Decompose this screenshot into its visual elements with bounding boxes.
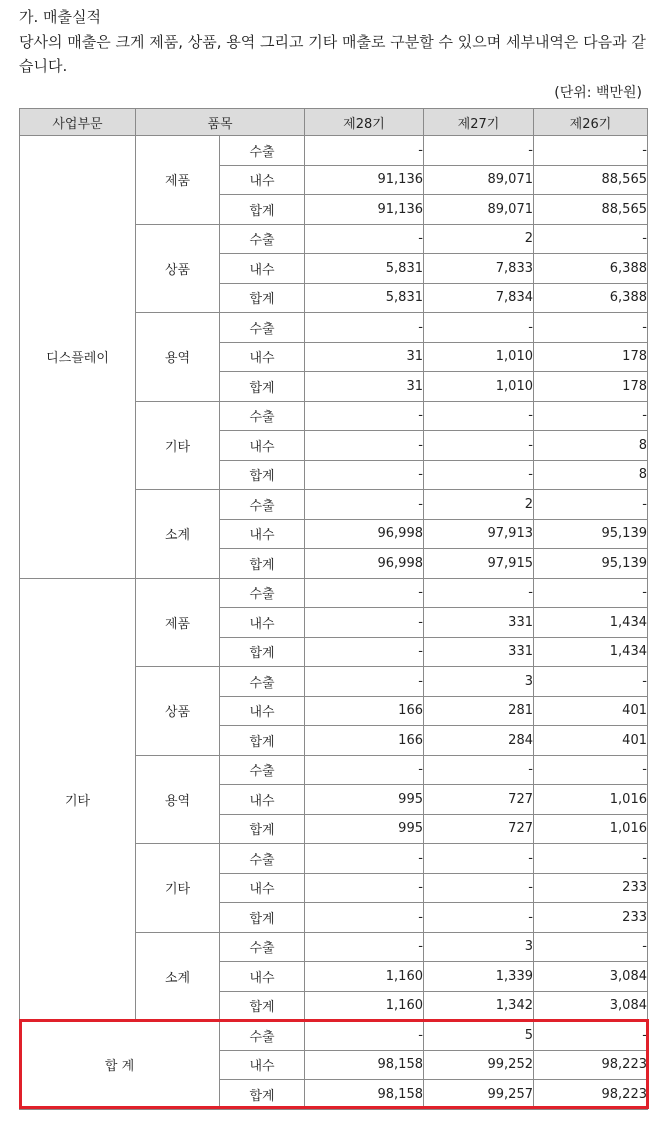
category-cell: 내수 bbox=[220, 785, 305, 815]
value-cell: 5 bbox=[424, 1021, 534, 1051]
value-cell: - bbox=[305, 873, 424, 903]
value-cell: 31 bbox=[305, 372, 424, 402]
value-cell: 1,010 bbox=[424, 342, 534, 372]
item-cell: 소계 bbox=[136, 490, 220, 579]
value-cell: 88,565 bbox=[534, 195, 648, 225]
category-cell: 수출 bbox=[220, 667, 305, 697]
category-cell: 내수 bbox=[220, 519, 305, 549]
category-cell: 내수 bbox=[220, 696, 305, 726]
value-cell: - bbox=[305, 136, 424, 166]
value-cell: 5,831 bbox=[305, 283, 424, 313]
segment-cell: 기타 bbox=[20, 578, 136, 1021]
category-cell: 내수 bbox=[220, 254, 305, 284]
value-cell: 8 bbox=[534, 460, 648, 490]
header-segment: 사업부문 bbox=[20, 109, 136, 136]
value-cell: - bbox=[534, 755, 648, 785]
value-cell: 1,339 bbox=[424, 962, 534, 992]
value-cell: - bbox=[305, 755, 424, 785]
category-cell: 합계 bbox=[220, 460, 305, 490]
table-row bbox=[20, 1021, 648, 1051]
value-cell: 98,223 bbox=[534, 1080, 648, 1110]
value-cell: - bbox=[305, 1021, 424, 1051]
table-row bbox=[20, 578, 648, 608]
value-cell: 233 bbox=[534, 903, 648, 933]
header-item: 품목 bbox=[136, 109, 305, 136]
category-cell: 내수 bbox=[220, 165, 305, 195]
category-cell: 합계 bbox=[220, 1080, 305, 1110]
value-cell: - bbox=[424, 460, 534, 490]
category-cell: 합계 bbox=[220, 195, 305, 225]
category-cell: 수출 bbox=[220, 932, 305, 962]
value-cell: 3 bbox=[424, 932, 534, 962]
item-cell: 제품 bbox=[136, 136, 220, 225]
value-cell: - bbox=[534, 224, 648, 254]
value-cell: 233 bbox=[534, 873, 648, 903]
value-cell: - bbox=[424, 844, 534, 874]
value-cell: 995 bbox=[305, 785, 424, 815]
value-cell: 401 bbox=[534, 726, 648, 756]
value-cell: 3,084 bbox=[534, 991, 648, 1021]
value-cell: - bbox=[424, 873, 534, 903]
value-cell: 98,158 bbox=[305, 1050, 424, 1080]
value-cell: - bbox=[305, 431, 424, 461]
value-cell: 3 bbox=[424, 667, 534, 697]
category-cell: 내수 bbox=[220, 962, 305, 992]
item-cell: 기타 bbox=[136, 401, 220, 490]
item-cell: 제품 bbox=[136, 578, 220, 667]
category-cell: 합계 bbox=[220, 637, 305, 667]
value-cell: - bbox=[424, 431, 534, 461]
value-cell: - bbox=[305, 224, 424, 254]
value-cell: 96,998 bbox=[305, 519, 424, 549]
value-cell: - bbox=[534, 578, 648, 608]
value-cell: 7,834 bbox=[424, 283, 534, 313]
category-cell: 합계 bbox=[220, 549, 305, 579]
value-cell: - bbox=[305, 401, 424, 431]
table-row bbox=[20, 136, 648, 166]
item-cell: 소계 bbox=[136, 932, 220, 1021]
item-cell: 상품 bbox=[136, 224, 220, 313]
value-cell: - bbox=[305, 490, 424, 520]
item-cell: 기타 bbox=[136, 844, 220, 933]
value-cell: 166 bbox=[305, 696, 424, 726]
category-cell: 합계 bbox=[220, 726, 305, 756]
category-cell: 합계 bbox=[220, 903, 305, 933]
header-period-27: 제27기 bbox=[424, 109, 534, 136]
segment-cell: 디스플레이 bbox=[20, 136, 136, 579]
value-cell: - bbox=[424, 136, 534, 166]
value-cell: 1,160 bbox=[305, 962, 424, 992]
value-cell: - bbox=[305, 637, 424, 667]
category-cell: 수출 bbox=[220, 844, 305, 874]
value-cell: 995 bbox=[305, 814, 424, 844]
item-cell: 용역 bbox=[136, 313, 220, 402]
category-cell: 내수 bbox=[220, 608, 305, 638]
category-cell: 수출 bbox=[220, 401, 305, 431]
value-cell: 166 bbox=[305, 726, 424, 756]
value-cell: - bbox=[534, 844, 648, 874]
item-cell: 상품 bbox=[136, 667, 220, 756]
value-cell: 727 bbox=[424, 814, 534, 844]
category-cell: 합계 bbox=[220, 814, 305, 844]
sales-table bbox=[19, 108, 648, 1110]
category-cell: 수출 bbox=[220, 136, 305, 166]
value-cell: 5,831 bbox=[305, 254, 424, 284]
category-cell: 내수 bbox=[220, 1050, 305, 1080]
value-cell: 89,071 bbox=[424, 165, 534, 195]
category-cell: 수출 bbox=[220, 224, 305, 254]
value-cell: - bbox=[424, 401, 534, 431]
value-cell: - bbox=[424, 578, 534, 608]
value-cell: 31 bbox=[305, 342, 424, 372]
category-cell: 내수 bbox=[220, 431, 305, 461]
value-cell: 178 bbox=[534, 342, 648, 372]
value-cell: 401 bbox=[534, 696, 648, 726]
value-cell: 1,160 bbox=[305, 991, 424, 1021]
header-period-26: 제26기 bbox=[534, 109, 648, 136]
value-cell: - bbox=[305, 932, 424, 962]
value-cell: - bbox=[424, 903, 534, 933]
value-cell: - bbox=[305, 578, 424, 608]
table-header-row bbox=[20, 109, 648, 136]
value-cell: - bbox=[305, 608, 424, 638]
value-cell: 2 bbox=[424, 490, 534, 520]
value-cell: - bbox=[424, 755, 534, 785]
category-cell: 수출 bbox=[220, 313, 305, 343]
intro-text: 당사의 매출은 크게 제품, 상품, 용역 그리고 기타 매출로 구분할 수 있으며 세부내역은 다음과 같습니다. bbox=[19, 33, 646, 75]
section-heading: 가. 매출실적 bbox=[19, 8, 101, 26]
value-cell: 91,136 bbox=[305, 195, 424, 225]
value-cell: - bbox=[534, 1021, 648, 1051]
value-cell: 98,223 bbox=[534, 1050, 648, 1080]
value-cell: 1,016 bbox=[534, 785, 648, 815]
value-cell: 331 bbox=[424, 637, 534, 667]
value-cell: 96,998 bbox=[305, 549, 424, 579]
value-cell: 97,915 bbox=[424, 549, 534, 579]
category-cell: 수출 bbox=[220, 578, 305, 608]
category-cell: 수출 bbox=[220, 755, 305, 785]
category-cell: 수출 bbox=[220, 1021, 305, 1051]
value-cell: - bbox=[534, 136, 648, 166]
value-cell: - bbox=[305, 844, 424, 874]
value-cell: - bbox=[424, 313, 534, 343]
value-cell: - bbox=[305, 313, 424, 343]
value-cell: 99,252 bbox=[424, 1050, 534, 1080]
value-cell: 3,084 bbox=[534, 962, 648, 992]
value-cell: 281 bbox=[424, 696, 534, 726]
value-cell: 95,139 bbox=[534, 519, 648, 549]
total-label-cell: 합 계 bbox=[20, 1021, 220, 1110]
value-cell: 1,010 bbox=[424, 372, 534, 402]
value-cell: 2 bbox=[424, 224, 534, 254]
value-cell: - bbox=[534, 932, 648, 962]
value-cell: 727 bbox=[424, 785, 534, 815]
value-cell: - bbox=[534, 313, 648, 343]
value-cell: - bbox=[305, 903, 424, 933]
category-cell: 내수 bbox=[220, 342, 305, 372]
value-cell: 1,342 bbox=[424, 991, 534, 1021]
value-cell: 7,833 bbox=[424, 254, 534, 284]
value-cell: 1,016 bbox=[534, 814, 648, 844]
value-cell: 1,434 bbox=[534, 608, 648, 638]
value-cell: 88,565 bbox=[534, 165, 648, 195]
value-cell: 6,388 bbox=[534, 254, 648, 284]
value-cell: 98,158 bbox=[305, 1080, 424, 1110]
value-cell: 284 bbox=[424, 726, 534, 756]
header-period-28: 제28기 bbox=[305, 109, 424, 136]
unit-label: (단위: 백만원) bbox=[554, 85, 642, 101]
value-cell: 8 bbox=[534, 431, 648, 461]
category-cell: 내수 bbox=[220, 873, 305, 903]
category-cell: 수출 bbox=[220, 490, 305, 520]
value-cell: - bbox=[534, 490, 648, 520]
value-cell: 91,136 bbox=[305, 165, 424, 195]
value-cell: 178 bbox=[534, 372, 648, 402]
category-cell: 합계 bbox=[220, 991, 305, 1021]
value-cell: 331 bbox=[424, 608, 534, 638]
value-cell: - bbox=[534, 401, 648, 431]
value-cell: 97,913 bbox=[424, 519, 534, 549]
value-cell: - bbox=[305, 460, 424, 490]
category-cell: 합계 bbox=[220, 283, 305, 313]
value-cell: 1,434 bbox=[534, 637, 648, 667]
value-cell: 95,139 bbox=[534, 549, 648, 579]
value-cell: 6,388 bbox=[534, 283, 648, 313]
category-cell: 합계 bbox=[220, 372, 305, 402]
item-cell: 용역 bbox=[136, 755, 220, 844]
value-cell: 89,071 bbox=[424, 195, 534, 225]
table-body bbox=[20, 136, 648, 1110]
value-cell: 99,257 bbox=[424, 1080, 534, 1110]
value-cell: - bbox=[534, 667, 648, 697]
value-cell: - bbox=[305, 667, 424, 697]
